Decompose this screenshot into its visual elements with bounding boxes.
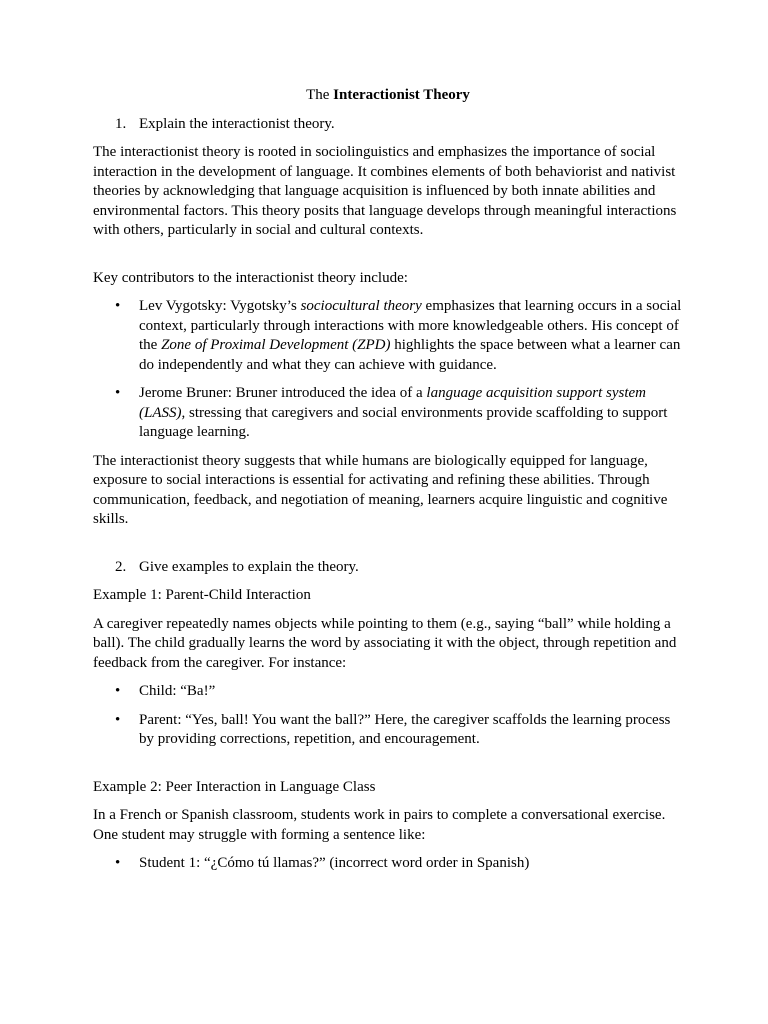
question-2-text: Give examples to explain the theory. bbox=[139, 558, 359, 575]
example-1-bullet-child bbox=[93, 682, 683, 702]
example-2-bullet-student-text: Student 1: “¿Cómo tú llamas?” (incorrect word order in Spanish) bbox=[139, 855, 530, 871]
example-1-bullet-parent-text: Parent: “Yes, ball! You want the ball?” Here, the caregiver scaffolds the learning process by providing corrections, repetition, and encouragement. bbox=[139, 711, 671, 747]
bruner-italic-1: language acquisition support system (LASS) bbox=[139, 385, 646, 421]
example-1-heading: Example 1: Parent-Child Interaction bbox=[93, 587, 311, 603]
vygotsky-italic-1: sociocultural theory bbox=[300, 298, 422, 314]
question-2-number: 2. bbox=[115, 558, 127, 575]
example-2-bullet-student bbox=[93, 854, 683, 874]
bullet-dot: • bbox=[115, 711, 121, 728]
bullet-dot: • bbox=[115, 855, 121, 871]
question-1 bbox=[93, 115, 683, 135]
spacer bbox=[93, 539, 683, 558]
bullet-item-bruner bbox=[93, 384, 683, 443]
bruner-text-2: , stressing that caregivers and social environments provide scaffolding to support language learning. bbox=[139, 404, 668, 440]
bullet-dot: • bbox=[115, 298, 121, 314]
document-page bbox=[93, 86, 683, 883]
paragraph-summary: The interactionist theory suggests that while humans are biologically equipped for language, exposure to social interactions is essential for activating and refining these abilities. Through communication, feedback, and negotiation of meaning, learners acquire linguistic and cognitive skills. bbox=[93, 452, 668, 527]
contributors-intro: Key contributors to the interactionist theory include: bbox=[93, 269, 408, 286]
question-1-text: Explain the interactionist theory. bbox=[139, 115, 335, 132]
spacer bbox=[93, 250, 683, 269]
bullet-dot: • bbox=[115, 683, 121, 699]
vygotsky-text-2: emphasizes that learning occurs in a social context, particularly through interactions with more knowledgeable others. His concept of the bbox=[139, 298, 682, 353]
vygotsky-text-1: Lev Vygotsky: Vygotsky’s bbox=[139, 298, 301, 314]
example-1-bullet-child-text: Child: “Ba!” bbox=[139, 683, 216, 699]
paragraph-definition: The interactionist theory is rooted in sociolinguistics and emphasizes the importance of social interaction in the development of language. It combines elements of both behaviorist and nativist theories by acknowledging that language acquisition is influenced by both innate abilities and environmental factors. This theory posits that language develops through meaningful interactions with others, particularly in social and cultural contexts. bbox=[93, 144, 677, 238]
bullet-item-vygotsky bbox=[93, 297, 683, 375]
question-1-number: 1. bbox=[115, 115, 127, 132]
example-2-heading: Example 2: Peer Interaction in Language Class bbox=[93, 778, 376, 795]
vygotsky-italic-2: Zone of Proximal Development (ZPD) bbox=[161, 337, 391, 353]
document-title bbox=[93, 86, 683, 106]
title-bold: Interactionist Theory bbox=[333, 87, 470, 103]
example-1-body: A caregiver repeatedly names objects while pointing to them (e.g., saying “ball” while holding a ball). The child gradually learns the word by associating it with the object, through repetition and feedback from the caregiver. For instance: bbox=[93, 615, 677, 671]
title-prefix: The bbox=[306, 87, 334, 103]
vygotsky-text-3: highlights the space between what a learner can do independently and what they can achieve with guidance. bbox=[139, 337, 681, 373]
example-1-bullet-parent bbox=[93, 711, 683, 750]
bruner-text-1: Jerome Bruner: Bruner introduced the idea of a bbox=[139, 385, 427, 401]
bullet-dot: • bbox=[115, 385, 121, 401]
question-2 bbox=[93, 558, 683, 578]
example-2-body: In a French or Spanish classroom, students work in pairs to complete a conversational exercise. One student may struggle with forming a sentence like: bbox=[93, 807, 666, 843]
spacer bbox=[93, 759, 683, 778]
